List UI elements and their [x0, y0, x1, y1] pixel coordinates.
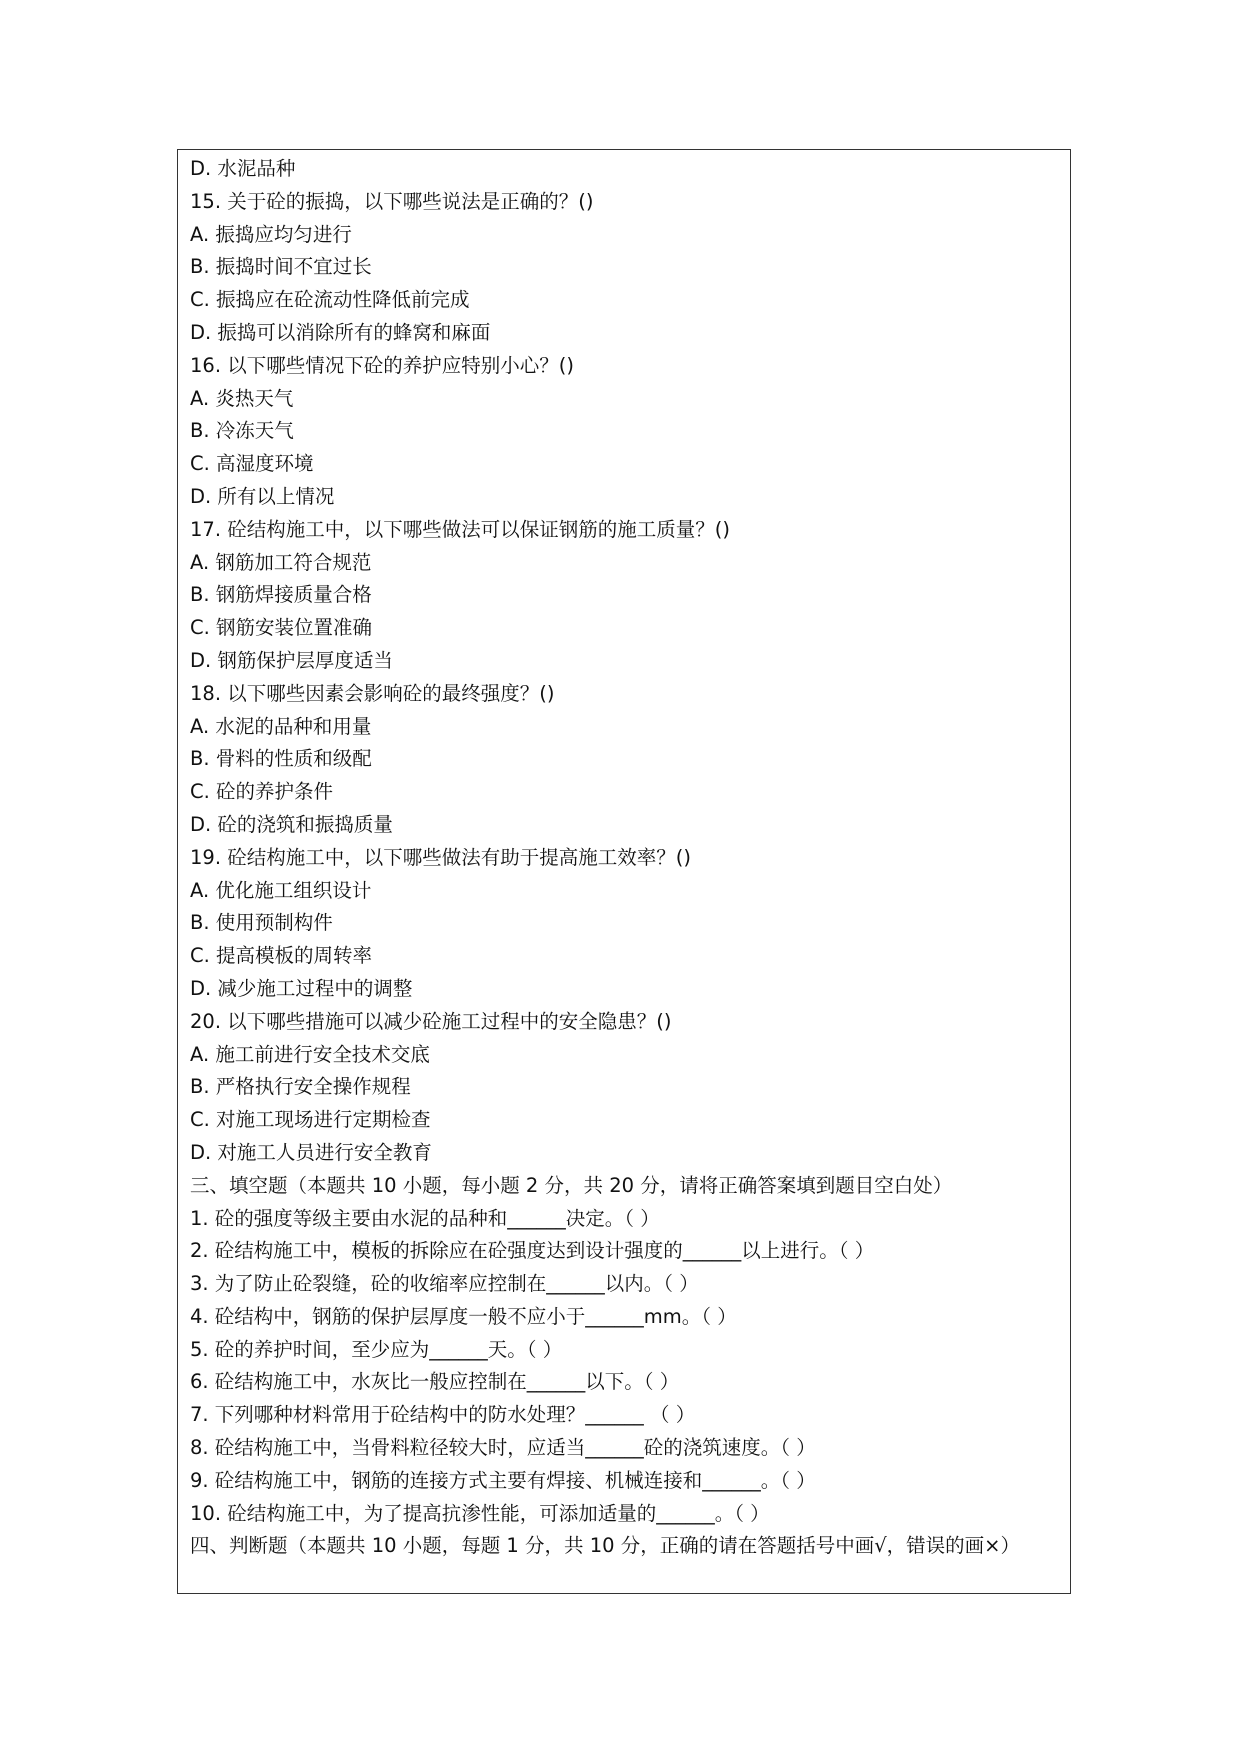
exam-content — [190, 153, 1060, 1563]
option-b: B. 振捣时间不宜过长 — [190, 255, 372, 279]
fill-blank-6: 6. 砼结构施工中，水灰比一般应控制在______以下。（ ） — [190, 1370, 680, 1394]
option-d: D. 钢筋保护层厚度适当 — [190, 648, 393, 672]
option-b: B. 骨料的性质和级配 — [190, 747, 372, 771]
option-b: B. 严格执行安全操作规程 — [190, 1075, 411, 1099]
question-16: 16. 以下哪些情况下砼的养护应特别小心？() — [190, 353, 574, 377]
option-b: B. 冷冻天气 — [190, 419, 294, 443]
option-a: A. 钢筋加工符合规范 — [190, 550, 372, 574]
question-20: 20. 以下哪些措施可以减少砼施工过程中的安全隐患？() — [190, 1009, 672, 1033]
option-c: C. 对施工现场进行定期检查 — [190, 1108, 431, 1132]
question-19: 19. 砼结构施工中，以下哪些做法有助于提高施工效率？() — [190, 845, 691, 869]
fill-blank-9: 9. 砼结构施工中，钢筋的连接方式主要有焊接、机械连接和______。（ ） — [190, 1468, 816, 1492]
question-15: 15. 关于砼的振捣，以下哪些说法是正确的？() — [190, 189, 594, 213]
question-18: 18. 以下哪些因素会影响砼的最终强度？() — [190, 681, 555, 705]
option-d: D. 振捣可以消除所有的蜂窝和麻面 — [190, 320, 491, 344]
option-c: C. 钢筋安装位置准确 — [190, 616, 373, 640]
option-a: A. 振捣应均匀进行 — [190, 222, 352, 246]
option-c: C. 砼的养护条件 — [190, 780, 334, 804]
option-d: D. 减少施工过程中的调整 — [190, 976, 413, 1000]
fill-blank-7: 7. 下列哪种材料常用于砼结构中的防水处理？______ （ ） — [190, 1403, 696, 1427]
option-c: C. 振捣应在砼流动性降低前完成 — [190, 288, 470, 312]
option-a: A. 水泥的品种和用量 — [190, 714, 372, 738]
question-17: 17. 砼结构施工中，以下哪些做法可以保证钢筋的施工质量？() — [190, 517, 730, 541]
fill-blank-10: 10. 砼结构施工中，为了提高抗渗性能，可添加适量的______。（ ） — [190, 1501, 770, 1525]
section-4-heading: 四、判断题（本题共 10 小题，每题 1 分，共 10 分，正确的请在答题括号中画√，错误的画×） — [190, 1534, 1020, 1558]
fill-blank-2: 2. 砼结构施工中，模板的拆除应在砼强度达到设计强度的______以上进行。（ ） — [190, 1239, 875, 1263]
option-d: D. 对施工人员进行安全教育 — [190, 1140, 432, 1164]
fill-blank-1: 1. 砼的强度等级主要由水泥的品种和______决定。（ ） — [190, 1206, 660, 1230]
option-d: D. 所有以上情况 — [190, 484, 335, 508]
option-a: A. 优化施工组织设计 — [190, 878, 372, 902]
fill-blank-4: 4. 砼结构中，钢筋的保护层厚度一般不应小于______mm。（ ） — [190, 1304, 737, 1328]
option-b: B. 使用预制构件 — [190, 911, 333, 935]
option-d: D. 砼的浇筑和振捣质量 — [190, 812, 393, 836]
fill-blank-8: 8. 砼结构施工中，当骨料粒径较大时，应适当______砼的浇筑速度。（ ） — [190, 1436, 816, 1460]
fill-blank-5: 5. 砼的养护时间，至少应为______天。（ ） — [190, 1337, 563, 1361]
option-c: C. 高湿度环境 — [190, 452, 314, 476]
option-b: B. 钢筋焊接质量合格 — [190, 583, 372, 607]
fill-blank-3: 3. 为了防止砼裂缝，砼的收缩率应控制在______以内。（ ） — [190, 1272, 699, 1296]
option-a: A. 施工前进行安全技术交底 — [190, 1042, 430, 1066]
option-c: C. 提高模板的周转率 — [190, 944, 373, 968]
option-a: A. 炎热天气 — [190, 386, 294, 410]
option-d-q14: D. 水泥品种 — [190, 157, 296, 180]
section-3-heading: 三、填空题（本题共 10 小题，每小题 2 分，共 20 分，请将正确答案填到题目空白处） — [190, 1173, 953, 1197]
